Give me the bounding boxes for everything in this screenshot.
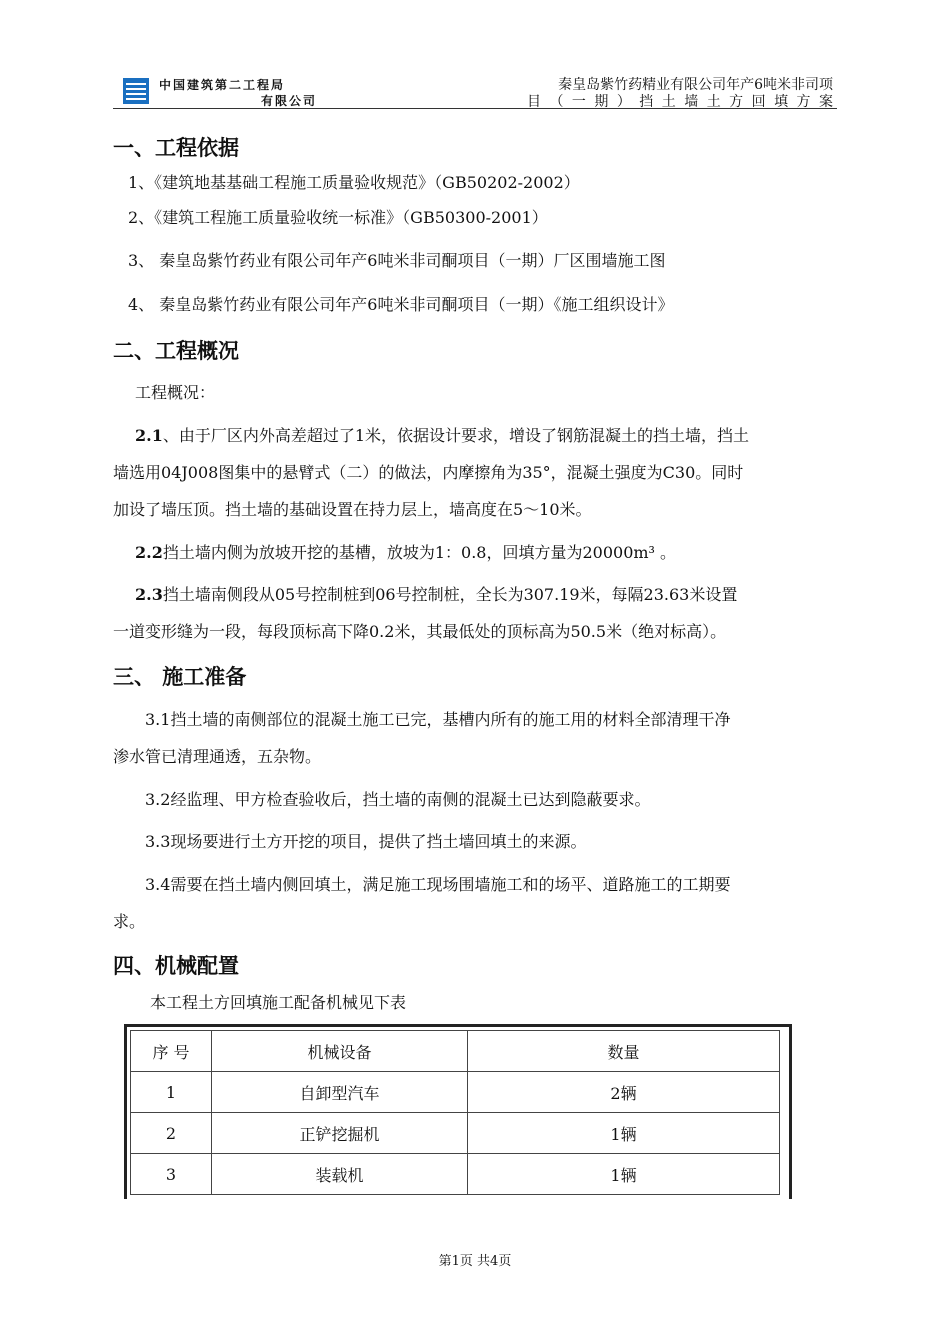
- overview-2-1-number: 2.1: [135, 426, 163, 445]
- basis-item-4: 4、 秦皇岛紫竹药业有限公司年产6吨米非司酮项目（一期）《施工组织设计》: [128, 295, 674, 314]
- cell-quantity: 1辆: [468, 1113, 780, 1154]
- cell-equipment: 自卸型汽车: [212, 1072, 468, 1113]
- prep-3-4-line1: 3.4需要在挡土墙内侧回填土，满足施工现场围墙施工和的场平、道路施工的工期要: [145, 875, 731, 894]
- basis-item-2: 2、《建筑工程施工质量验收统一标准》（GB50300-2001）: [128, 208, 548, 227]
- col-header-no: 序 号: [131, 1031, 212, 1072]
- overview-2-3-line1: [135, 582, 737, 605]
- org-name-line1: 中国建筑第二工程局: [159, 78, 286, 92]
- cell-equipment: 装载机: [212, 1154, 468, 1195]
- company-logo-icon: [123, 78, 149, 104]
- section-4-heading: 四、机械配置: [113, 954, 239, 978]
- section-1-heading: 一、工程依据: [113, 136, 239, 160]
- cell-equipment: 正铲挖掘机: [212, 1113, 468, 1154]
- col-header-quantity: 数量: [468, 1031, 780, 1072]
- cell-no: 3: [131, 1154, 212, 1195]
- overview-2-3-line2: 一道变形缝为一段，每段顶标高下降0.2米，其最低处的顶标高为50.5米（绝对标高）。: [113, 622, 727, 641]
- table-row: [131, 1154, 780, 1195]
- table-row: [131, 1113, 780, 1154]
- table-row: [131, 1072, 780, 1113]
- prep-3-3: 3.3现场要进行土方开挖的项目，提供了挡土墙回填土的来源。: [145, 832, 587, 851]
- project-title-line2: 目（一期）挡土墙土方回填方案: [527, 94, 833, 110]
- overview-2-1-line2: 墙选用04J008图集中的悬臂式（二）的做法，内摩擦角为35°，混凝土强度为C30。同时: [113, 463, 744, 482]
- section-3-heading: 三、 施工准备: [113, 665, 247, 689]
- overview-2-2-text: 挡土墙内侧为放坡开挖的基槽，放坡为1：0.8，回填方量为20000m³ 。: [162, 543, 677, 562]
- page-footer: 第1页 共4页: [438, 1254, 512, 1269]
- overview-2-1-line3: 加设了墙压顶。挡土墙的基础设置在持力层上，墙高度在5～10米。: [113, 500, 592, 519]
- cell-quantity: 1辆: [468, 1154, 780, 1195]
- prep-3-2: 3.2经监理、甲方检查验收后，挡土墙的南侧的混凝土已达到隐蔽要求。: [145, 790, 651, 809]
- overview-2-1-line1: [135, 423, 749, 446]
- cell-no: 1: [131, 1072, 212, 1113]
- machinery-table: [130, 1030, 780, 1195]
- overview-2-1-text: 、由于厂区内外高差超过了1米，依据设计要求，增设了钢筋混凝土的挡土墙，挡土: [162, 426, 750, 445]
- col-header-equipment: 机械设备: [212, 1031, 468, 1072]
- org-name-line2: 有限公司: [261, 94, 318, 108]
- overview-2-2: [135, 540, 676, 563]
- table-header-row: [131, 1031, 780, 1072]
- overview-intro: 工程概况：: [135, 383, 216, 402]
- basis-item-3: 3、 秦皇岛紫竹药业有限公司年产6吨米非司酮项目（一期）厂区围墙施工图: [128, 251, 666, 270]
- cell-no: 2: [131, 1113, 212, 1154]
- overview-2-3-number: 2.3: [135, 585, 163, 604]
- page-header: [113, 72, 837, 109]
- overview-2-2-number: 2.2: [135, 543, 163, 562]
- cell-quantity: 2辆: [468, 1072, 780, 1113]
- prep-3-1-line2: 渗水管已清理通透，五杂物。: [113, 747, 322, 766]
- machinery-intro: 本工程土方回填施工配备机械见下表: [150, 993, 407, 1012]
- prep-3-1-line1: 3.1挡土墙的南侧部位的混凝土施工已完，基槽内所有的施工用的材料全部清理干净: [145, 710, 731, 729]
- overview-2-3-text: 挡土墙南侧段从05号控制桩到06号控制桩，全长为307.19米，每隔23.63米设置: [162, 585, 738, 604]
- prep-3-4-line2: 求。: [113, 912, 146, 931]
- basis-item-1: 1、《建筑地基基础工程施工质量验收规范》（GB50202-2002）: [128, 173, 580, 192]
- section-2-heading: 二、工程概况: [113, 339, 239, 363]
- project-title-line1: 秦皇岛紫竹药精业有限公司年产6吨米非司项: [558, 77, 833, 93]
